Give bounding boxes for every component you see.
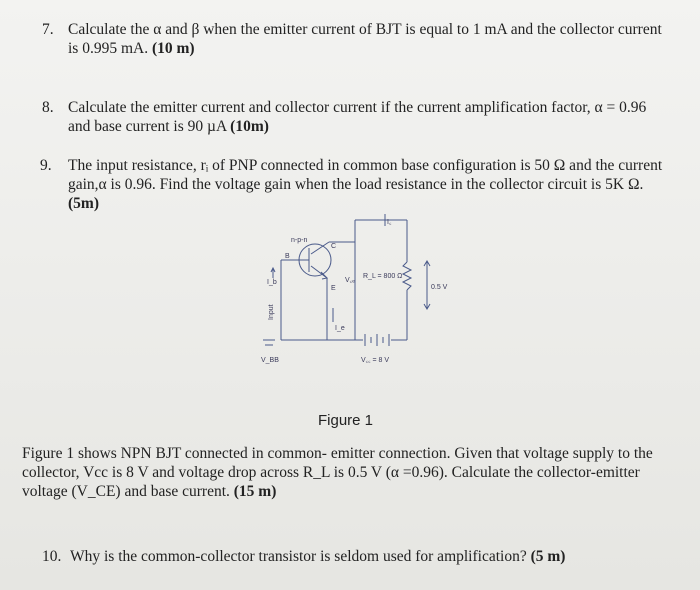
circuit-figure: [245, 212, 465, 372]
question-text: The input resistance, rᵢ of PNP connected in common base configuration is 50 Ω and the current: [68, 157, 663, 174]
question-marks: (10 m): [151, 40, 195, 57]
figure-caption: Figure 1: [318, 412, 374, 429]
question-number: 10.: [42, 548, 62, 565]
vbb-label: V_BB: [261, 357, 279, 364]
question-text: Why is the common-collector transistor is seldom used for amplification?: [70, 548, 531, 565]
question-text: and base current is 90 µA: [68, 118, 231, 135]
question-text: Calculate the α and β when the emitter current of BJT is equal to 1 mA and the collector current: [68, 21, 662, 38]
question-marks: (5 m): [530, 548, 566, 565]
question-text: voltage (V_CE) and base current.: [22, 483, 234, 500]
npn-label: n-p-n: [291, 237, 308, 244]
question-text: Figure 1 shows NPN BJT connected in common- emitter connection. Given that voltage supply to the: [22, 445, 653, 462]
vce-label: V꜀ₑ: [345, 277, 355, 284]
ic-label: I꜀: [387, 219, 392, 226]
ib-label: I_b: [267, 279, 277, 286]
question-text: gain,α is 0.96. Find the voltage gain when the load resistance in the collector circuit is 5K Ω.: [68, 176, 644, 193]
question-number: 9.: [40, 157, 52, 174]
question-marks: (10m): [230, 118, 269, 135]
question-text: is 0.995 mA.: [68, 40, 152, 57]
input-label: Input: [268, 304, 275, 320]
base-label: B: [285, 253, 290, 260]
rl-label: R_L = 800 Ω: [363, 273, 403, 280]
npn-circuit-diagram: [245, 212, 465, 372]
vcc-label: V꜀꜀ = 8 V: [361, 357, 389, 364]
collector-label: C: [331, 243, 337, 250]
vcc-battery: [365, 334, 389, 346]
ie-label: I_e: [335, 325, 345, 332]
emitter-label: E: [331, 285, 336, 292]
question-marks: (5m): [68, 195, 99, 212]
question-number: 7.: [42, 21, 54, 38]
question-number: 8.: [42, 99, 54, 116]
load-resistor: [403, 262, 411, 290]
figure-question: [22, 444, 653, 501]
vbb-battery: [263, 340, 275, 345]
question-text: Calculate the emitter current and collector current if the current amplification factor, α = 0.96: [68, 99, 647, 116]
question-marks: (15 m): [233, 483, 277, 500]
vout-label: 0.5 V: [431, 284, 448, 291]
question-text: collector, Vcc is 8 V and voltage drop across R_L is 0.5 V (α =0.96). Calculate the collector-emitter: [22, 464, 640, 481]
